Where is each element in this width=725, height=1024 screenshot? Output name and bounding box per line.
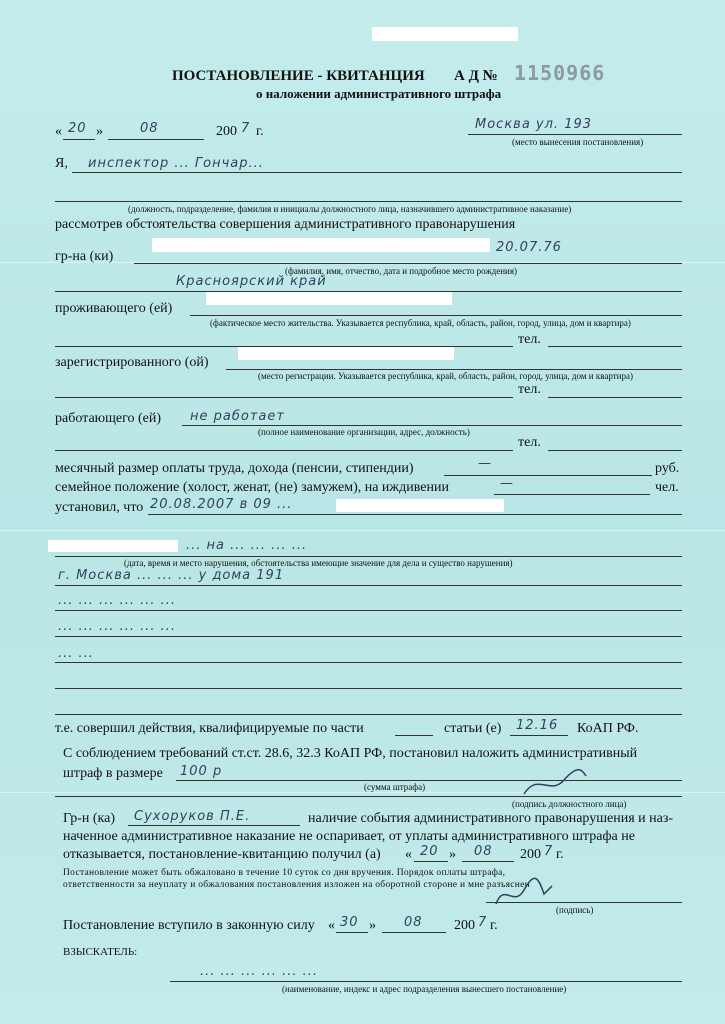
in-force-year-suffix: г.	[490, 918, 498, 933]
penalty-text-line1: С соблюдением требований ст.ст. 28.6, 32.3 КоАП РФ, постановил наложить административный	[63, 746, 638, 761]
residing-tel-label: тел.	[518, 332, 541, 347]
date-year-suffix: г.	[256, 124, 264, 139]
working-caption: (полное наименование организации, адрес, должность)	[258, 427, 470, 437]
citizen-label: гр-на (ки)	[55, 249, 114, 264]
ack-date-year-suffix: г.	[556, 847, 564, 862]
in-force-close-quote: »	[369, 918, 376, 933]
established-caption: (дата, время и место нарушения, обстоятельства имеющие значение для дела и существо нарушения)	[124, 558, 513, 568]
in-force-open-quote: «	[328, 918, 335, 933]
citizen-caption: (фамилия, имя, отчество, дата и подробное место рождения)	[285, 266, 518, 276]
appeal-text-line2: ответственности за неуплату и обжалования постановления изложен на оборотной стороне и мне разъяснен	[63, 880, 531, 890]
income-currency: руб.	[655, 461, 680, 476]
document-title: ПОСТАНОВЛЕНИЕ - КВИТАНЦИЯ	[172, 68, 425, 84]
in-force-label: Постановление вступило в законную силу	[63, 918, 315, 933]
established-line-1: ... на ... ... ... ...	[186, 538, 308, 553]
ack-date-open-quote: «	[405, 847, 412, 862]
date-close-quote: »	[96, 124, 103, 139]
redaction-box	[48, 540, 178, 552]
registered-caption: (место регистрации. Указывается республика, край, область, район, город, улица, дом и квартира)	[258, 371, 633, 381]
acknowledge-text-line3: отказывается, постановление-квитанцию получил (а)	[63, 847, 381, 862]
established-line-5: ... ...	[58, 646, 94, 661]
collector-label: ВЗЫСКАТЕЛЬ:	[63, 946, 138, 958]
considered-text: рассмотрев обстоятельства совершения административного правонарушения	[55, 217, 516, 232]
working-tel-label: тел.	[518, 435, 541, 450]
acknowledge-text-line2: наченное административное наказание не оспаривает, от уплаты административного штрафа не	[63, 829, 635, 844]
qualification-article-label: статьи (е)	[444, 721, 502, 736]
ack-date-day-handwritten: 20	[420, 844, 439, 859]
paper-fold	[0, 792, 725, 793]
in-force-year-prefix: 200	[454, 918, 475, 933]
officer-label: Я,	[55, 156, 68, 171]
acknowledge-label: Гр-н (ка)	[63, 811, 115, 826]
family-persons: чел.	[655, 480, 679, 495]
collector-handwritten: ... ... ... ... ... ...	[200, 964, 319, 979]
date-year-digit-handwritten: 7	[241, 121, 251, 136]
in-force-day-handwritten: 30	[340, 915, 359, 930]
redaction-box	[372, 27, 518, 41]
income-dash: —	[478, 456, 492, 471]
residing-caption: (фактическое место жительства. Указывается республика, край, область, район, город, улица, дом и квартира)	[210, 318, 631, 328]
ack-date-close-quote: »	[449, 847, 456, 862]
citizen-birthplace-handwritten: Красноярский край	[176, 274, 327, 289]
qualification-article-handwritten: 12.16	[516, 718, 559, 733]
officer-handwritten: инспектор ... Гончар...	[88, 156, 264, 171]
family-label: семейное положение (холост, женат, (не) замужем), на иждивении	[55, 480, 449, 495]
appeal-sign-caption: (подпись)	[556, 905, 594, 915]
date-day-handwritten: 20	[68, 121, 87, 136]
penalty-amount-caption: (сумма штрафа)	[364, 782, 426, 792]
appeal-text-line1: Постановление может быть обжаловано в течение 10 суток со дня вручения. Порядок оплаты штрафа,	[63, 868, 506, 878]
serial-number-stamp: 1150966	[514, 61, 606, 85]
acknowledge-text-line1: наличие события административного правонарушения и наз-	[308, 811, 674, 826]
citizen-signature-icon	[490, 874, 560, 914]
residing-label: проживающего (ей)	[55, 301, 173, 316]
established-line-4: ... ... ... ... ... ...	[58, 619, 177, 634]
date-month-handwritten: 08	[140, 121, 159, 136]
place-handwritten: Москва ул. 193	[475, 117, 593, 132]
registered-tel-label: тел.	[518, 382, 541, 397]
in-force-year-digit-handwritten: 7	[478, 915, 488, 930]
in-force-month-handwritten: 08	[404, 915, 423, 930]
working-label: работающего (ей)	[55, 411, 162, 426]
redaction-box	[152, 238, 490, 252]
date-open-quote: «	[55, 124, 62, 139]
penalty-text-line2: штраф в размере	[63, 766, 163, 781]
redaction-box	[238, 347, 454, 360]
document-subtitle: о наложении административного штрафа	[256, 86, 502, 101]
ack-date-year-prefix: 200	[520, 847, 541, 862]
income-label: месячный размер оплаты труда, дохода (пенсии, стипендии)	[55, 461, 414, 476]
officer-caption: (должность, подразделение, фамилия и инициалы должностного лица, назначившего административное наказание)	[128, 204, 572, 214]
paper-fold	[0, 530, 725, 531]
citizen-dob-handwritten: 20.07.76	[496, 240, 562, 255]
established-line-2: г. Москва ... ... ... у дома 191	[58, 568, 285, 583]
redaction-box	[206, 292, 452, 305]
working-handwritten: не работает	[190, 409, 285, 424]
place-caption: (место вынесения постановления)	[512, 137, 644, 147]
ack-date-month-handwritten: 08	[474, 844, 493, 859]
date-year-prefix: 200	[216, 124, 237, 139]
established-handwritten: 20.08.2007 в 09 ...	[150, 497, 293, 512]
series-label: А Д №	[454, 68, 498, 84]
family-dash: —	[500, 476, 514, 491]
established-label: установил, что	[55, 500, 144, 515]
qualification-text: т.е. совершил действия, квалифицируемые по части	[55, 721, 364, 736]
redaction-box	[336, 499, 504, 512]
qualification-code: КоАП РФ.	[577, 721, 639, 736]
penalty-amount-handwritten: 100 р	[180, 764, 223, 779]
established-line-3: ... ... ... ... ... ...	[58, 593, 177, 608]
ack-date-year-digit-handwritten: 7	[544, 844, 554, 859]
penalty-sign-caption: (подпись должностного лица)	[512, 799, 627, 809]
acknowledge-name-handwritten: Сухоруков П.Е.	[134, 809, 251, 824]
registered-label: зарегистрированного (ой)	[55, 355, 209, 370]
collector-caption: (наименование, индекс и адрес подразделения вынесшего постановление)	[282, 984, 567, 994]
